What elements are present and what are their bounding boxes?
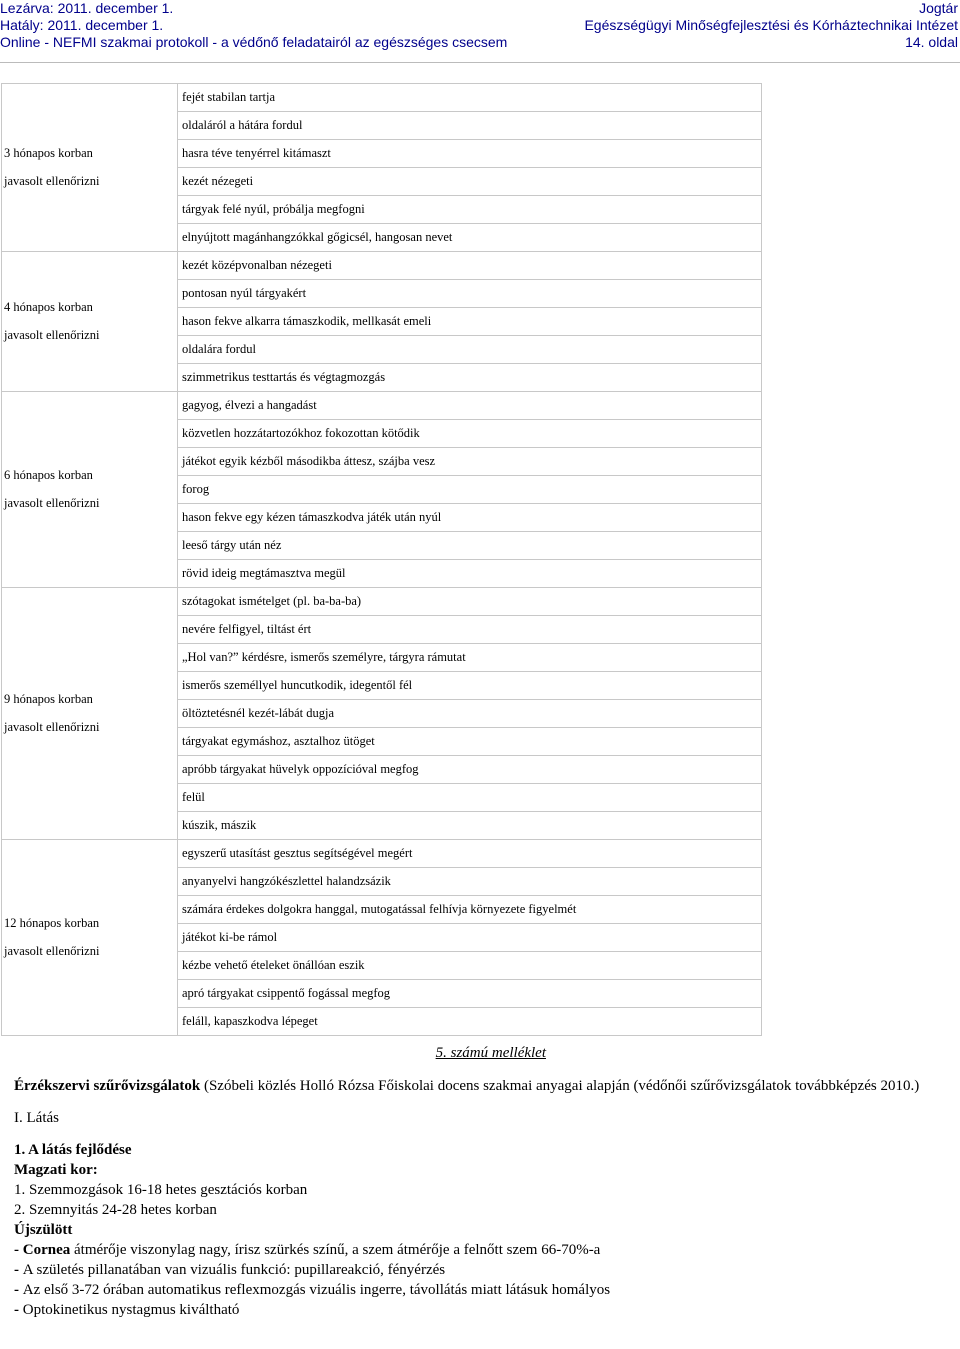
header-closed-date: Lezárva: 2011. december 1. bbox=[0, 0, 174, 16]
age-note: javasolt ellenőrizni bbox=[4, 495, 100, 510]
milestone-cell: oldaláról a hátára fordul bbox=[178, 112, 762, 140]
milestone-cell: közvetlen hozzátartozókhoz fokozottan kötődik bbox=[178, 420, 762, 448]
age-note: javasolt ellenőrizni bbox=[4, 943, 100, 958]
milestone-cell: felül bbox=[178, 784, 762, 812]
milestone-cell: számára érdekes dolgokra hanggal, mutogatással felhívja környezete figyelmét bbox=[178, 896, 762, 924]
milestone-cell: kézbe vehető ételeket önállóan eszik bbox=[178, 952, 762, 980]
header-right bbox=[584, 0, 958, 51]
milestone-cell: elnyújtott magánhangzókkal gőgicsél, hangosan nevet bbox=[178, 224, 762, 252]
milestone-cell: gagyog, élvezi a hangadást bbox=[178, 392, 762, 420]
newborn-title: Újszülött bbox=[14, 1222, 73, 1238]
subsection-title: 1. A látás fejlődése bbox=[14, 1142, 132, 1158]
milestone-cell: anyanyelvi hangzókészlettel halandzsázik bbox=[178, 868, 762, 896]
milestone-cell: „Hol van?” kérdésre, ismerős személyre, tárgyra rámutat bbox=[178, 644, 762, 672]
milestone-cell: kezét középvonalban nézegeti bbox=[178, 252, 762, 280]
milestone-cell: kezét nézegeti bbox=[178, 168, 762, 196]
milestone-cell: apró tárgyakat csippentő fogással megfog bbox=[178, 980, 762, 1008]
table-row bbox=[2, 252, 762, 280]
table-row bbox=[2, 84, 762, 112]
milestone-cell: kúszik, mászik bbox=[178, 812, 762, 840]
milestone-cell: fejét stabilan tartja bbox=[178, 84, 762, 112]
header-institute: Egészségügyi Minőségfejlesztési és Kórháztechnikai Intézet bbox=[584, 17, 958, 33]
fetal-title: Magzati kor: bbox=[14, 1162, 98, 1178]
milestone-cell: tárgyakat egymáshoz, asztalhoz ütöget bbox=[178, 728, 762, 756]
intro-rest: (Szóbeli közlés Holló Rózsa Főiskolai docens szakmai anyagai alapján (védőnői szűrővizsgálatok továbbképzés 2010.) bbox=[200, 1078, 920, 1094]
page-header bbox=[0, 0, 960, 64]
header-document-title: Online - NEFMI szakmai protokoll - a védőnő feladatairól az egészséges csecsem bbox=[0, 34, 508, 50]
table-row bbox=[2, 840, 762, 868]
age-cell bbox=[2, 392, 178, 588]
header-divider bbox=[0, 62, 960, 63]
newborn-line bbox=[0, 1240, 958, 1260]
age-cell bbox=[2, 840, 178, 1036]
milestone-cell: rövid ideig megtámasztva megül bbox=[178, 560, 762, 588]
fetal-item: 2. Szemnyitás 24-28 hetes korban bbox=[14, 1202, 217, 1218]
age-cell bbox=[2, 84, 178, 252]
newborn-line-bold: - bbox=[14, 1262, 23, 1278]
fetal-item: 1. Szemmozgások 16-18 hetes gesztációs korban bbox=[14, 1182, 308, 1198]
milestone-cell: szótagokat ismételget (pl. ba-ba-ba) bbox=[178, 588, 762, 616]
newborn-line-bold: - Cornea bbox=[14, 1242, 71, 1258]
header-page-number: 14. oldal bbox=[905, 34, 958, 50]
intro-paragraph bbox=[0, 1076, 958, 1096]
header-effective-date: Hatály: 2011. december 1. bbox=[0, 17, 164, 33]
milestone-cell: nevére felfigyel, tiltást ért bbox=[178, 616, 762, 644]
age-note: javasolt ellenőrizni bbox=[4, 327, 100, 342]
milestone-cell: öltöztetésnél kezét-lábát dugja bbox=[178, 700, 762, 728]
milestone-cell: játékot ki-be rámol bbox=[178, 924, 762, 952]
header-brand: Jogtár bbox=[919, 0, 958, 16]
age-cell bbox=[2, 252, 178, 392]
milestone-cell: leeső tárgy után néz bbox=[178, 532, 762, 560]
milestone-cell: hason fekve alkarra támaszkodik, mellkasát emeli bbox=[178, 308, 762, 336]
milestone-cell: feláll, kapaszkodva lépeget bbox=[178, 1008, 762, 1036]
newborn-line bbox=[0, 1260, 958, 1280]
milestone-cell: tárgyak felé nyúl, próbálja megfogni bbox=[178, 196, 762, 224]
table-row bbox=[2, 588, 762, 616]
age-note: javasolt ellenőrizni bbox=[4, 719, 100, 734]
newborn-line-text: átmérője viszonylag nagy, írisz szürkés színű, a szem átmérője a felnőtt szem 66-70%-a bbox=[70, 1242, 601, 1258]
age-label: 4 hónapos korban bbox=[4, 299, 93, 314]
milestone-cell: forog bbox=[178, 476, 762, 504]
milestone-cell: egyszerű utasítást gesztus segítségével megért bbox=[178, 840, 762, 868]
newborn-line-bold: - bbox=[14, 1302, 23, 1318]
annex-title: 5. számú melléklet bbox=[435, 1045, 546, 1061]
newborn-line-text: Az első 3-72 órában automatikus reflexmozgás vizuális ingerre, távollátás miatt látásuk homályos bbox=[22, 1282, 611, 1298]
milestone-cell: hasra téve tenyérrel kitámaszt bbox=[178, 140, 762, 168]
age-label: 3 hónapos korban bbox=[4, 145, 93, 160]
development-checklist-table bbox=[1, 83, 762, 1036]
table-row bbox=[2, 392, 762, 420]
newborn-line-bold: - bbox=[14, 1282, 23, 1298]
header-left bbox=[0, 0, 507, 51]
milestone-cell: pontosan nyúl tárgyakért bbox=[178, 280, 762, 308]
milestone-cell: játékot egyik kézből másodikba áttesz, szájba vesz bbox=[178, 448, 762, 476]
newborn-line bbox=[0, 1300, 958, 1320]
newborn-line-text: A születés pillanatában van vizuális funkció: pupillareakció, fényérzés bbox=[22, 1262, 446, 1278]
milestone-cell: ismerős személlyel huncutkodik, idegentől fél bbox=[178, 672, 762, 700]
newborn-line-text: Optokinetikus nystagmus kiváltható bbox=[22, 1302, 240, 1318]
age-label: 9 hónapos korban bbox=[4, 691, 93, 706]
age-note: javasolt ellenőrizni bbox=[4, 173, 100, 188]
milestone-cell: szimmetrikus testtartás és végtagmozgás bbox=[178, 364, 762, 392]
milestone-cell: hason fekve egy kézen támaszkodva játék után nyúl bbox=[178, 504, 762, 532]
milestone-cell: apróbb tárgyakat hüvelyk oppozícióval megfog bbox=[178, 756, 762, 784]
section-title: I. Látás bbox=[14, 1110, 59, 1126]
intro-bold: Érzékszervi szűrővizsgálatok bbox=[14, 1078, 201, 1094]
milestone-cell: oldalára fordul bbox=[178, 336, 762, 364]
page-body bbox=[0, 1042, 958, 1320]
age-cell bbox=[2, 588, 178, 840]
age-label: 6 hónapos korban bbox=[4, 467, 93, 482]
age-label: 12 hónapos korban bbox=[4, 915, 100, 930]
newborn-line bbox=[0, 1280, 958, 1300]
